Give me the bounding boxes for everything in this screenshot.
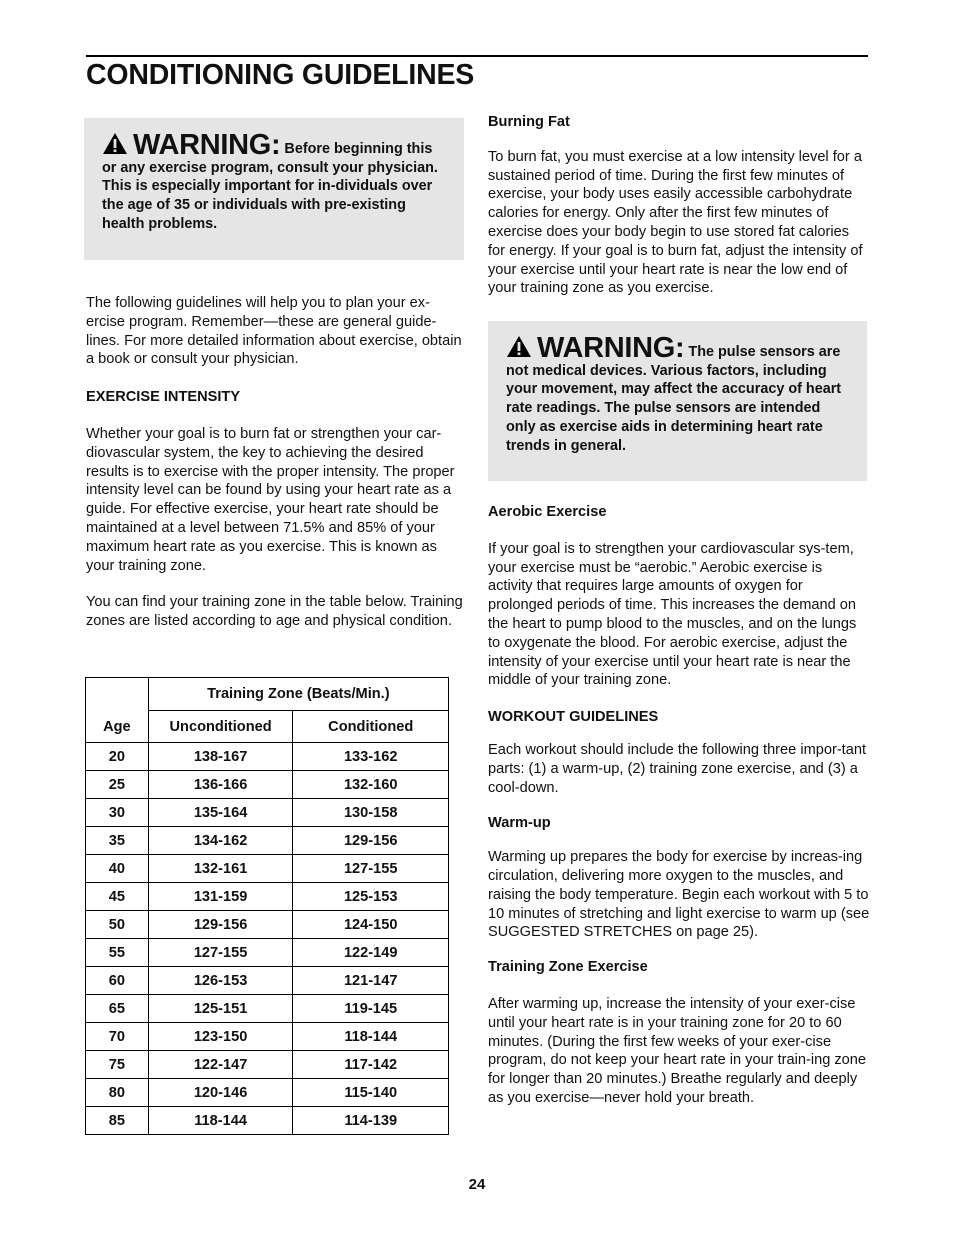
- age-cell: 60: [86, 967, 149, 995]
- unconditioned-cell: 118-144: [148, 1107, 293, 1135]
- age-cell: 75: [86, 1051, 149, 1079]
- age-cell: 40: [86, 855, 149, 883]
- conditioned-cell: 124-150: [293, 911, 449, 939]
- warning-triangle-icon: [506, 335, 532, 358]
- unconditioned-cell: 129-156: [148, 911, 293, 939]
- conditioned-cell: 119-145: [293, 995, 449, 1023]
- page-number: 24: [468, 1176, 486, 1193]
- age-cell: 35: [86, 827, 149, 855]
- intensity-paragraph-1: Whether your goal is to burn fat or strengthen your car-diovascular system, the key to achieving the desired results is to exercise with the proper intensity. The proper intensity level can be found by using your heart rate as a guide. For effective exercise, your heart rate should be maintained at a level between 71.5% and 85% of your maximum heart rate as you exercise. This is known as your training zone.: [86, 425, 455, 574]
- unconditioned-cell: 135-164: [148, 799, 293, 827]
- table-row: [86, 827, 449, 855]
- conditioned-cell: 118-144: [293, 1023, 449, 1051]
- age-cell: 45: [86, 883, 149, 911]
- workout-guidelines-heading: WORKOUT GUIDELINES: [488, 709, 659, 726]
- unconditioned-cell: 131-159: [148, 883, 293, 911]
- unconditioned-cell: 122-147: [148, 1051, 293, 1079]
- aerobic-exercise-heading: Aerobic Exercise: [488, 504, 607, 520]
- unconditioned-cell: 127-155: [148, 939, 293, 967]
- warning-label: WARNING:: [537, 332, 685, 364]
- unconditioned-cell: 134-162: [148, 827, 293, 855]
- unconditioned-cell: 138-167: [148, 743, 293, 771]
- table-row: [86, 743, 449, 771]
- table-row: [86, 939, 449, 967]
- conditioned-cell: 125-153: [293, 883, 449, 911]
- warning-box-pulse-sensors: [488, 321, 867, 481]
- table-row: [86, 771, 449, 799]
- table-row: [86, 799, 449, 827]
- conditioned-cell: 117-142: [293, 1051, 449, 1079]
- header-rule: [86, 55, 868, 57]
- age-cell: 30: [86, 799, 149, 827]
- training-zone-exercise-heading: Training Zone Exercise: [488, 959, 648, 976]
- unconditioned-cell: 123-150: [148, 1023, 293, 1051]
- warm-up-paragraph: Warming up prepares the body for exercise by increas-ing circulation, delivering more oxygen to the muscles, and raising the body temperature. Begin each workout with 5 to 10 minutes of stretching and light exercise to warm up (see SUGGESTED STRETCHES on page 25).: [488, 849, 870, 941]
- table-row: [86, 995, 449, 1023]
- training-zone-header: Training Zone (Beats/Min.): [148, 678, 448, 711]
- age-header: Age: [86, 678, 149, 743]
- table-row: [86, 1023, 449, 1051]
- page-title: CONDITIONING GUIDELINES: [86, 59, 475, 91]
- unconditioned-cell: 136-166: [148, 771, 293, 799]
- age-cell: 55: [86, 939, 149, 967]
- conditioned-cell: 122-149: [293, 939, 449, 967]
- table-row: [86, 1079, 449, 1107]
- warning-label: WARNING:: [133, 129, 281, 161]
- table-row: [86, 911, 449, 939]
- conditioned-cell: 132-160: [293, 771, 449, 799]
- training-zone-exercise-paragraph: After warming up, increase the intensity of your exer-cise until your heart rate is in your training zone for 20 to 60 minutes. (During the first few weeks of your exer-cise program, do not keep your heart rate in your train-ing zone for longer than 20 minutes.) Breathe regularly and deeply as you exercise—never hold your breath.: [488, 995, 867, 1106]
- right-column-bottom: [488, 503, 870, 1108]
- burning-fat-heading: Burning Fat: [488, 114, 570, 130]
- age-cell: 20: [86, 743, 149, 771]
- warning-triangle-icon: [102, 132, 128, 155]
- warning-box-health: [84, 118, 464, 260]
- age-cell: 50: [86, 911, 149, 939]
- unconditioned-cell: 120-146: [148, 1079, 293, 1107]
- conditioned-cell: 130-158: [293, 799, 449, 827]
- age-cell: 25: [86, 771, 149, 799]
- age-cell: 85: [86, 1107, 149, 1135]
- table-row: [86, 883, 449, 911]
- conditioned-cell: 114-139: [293, 1107, 449, 1135]
- table-row: [86, 1107, 449, 1135]
- conditioned-header: Conditioned: [293, 711, 449, 743]
- intensity-paragraph-2: You can find your training zone in the table below. Training zones are listed according to age and physical condition.: [86, 594, 463, 630]
- age-cell: 70: [86, 1023, 149, 1051]
- conditioned-cell: 127-155: [293, 855, 449, 883]
- conditioned-cell: 133-162: [293, 743, 449, 771]
- workout-guidelines-paragraph: Each workout should include the following three impor-tant parts: (1) a warm-up, (2) training zone exercise, and (3) a cool-down.: [488, 741, 867, 796]
- conditioned-cell: 129-156: [293, 827, 449, 855]
- exercise-intensity-heading: EXERCISE INTENSITY: [86, 389, 241, 406]
- burning-fat-paragraph: To burn fat, you must exercise at a low intensity level for a sustained period of time. During the first few minutes of exercise, your body uses easily accessible carbohydrate calories for energy. Only after the first few minutes of exercise does your body begin to use stored fat calories for energy. If your goal is to burn fat, adjust the intensity of your exercise until your heart rate is near the low end of your training zone as you exercise.: [488, 148, 863, 297]
- unconditioned-header: Unconditioned: [148, 711, 293, 743]
- unconditioned-cell: 125-151: [148, 995, 293, 1023]
- warning-text: The pulse sensors are not medical devices. Various factors, including your movement, may affect the accuracy of heart rate readings. The pulse sensors are intended only as exercise aids in determining heart rate trends in general.: [506, 344, 842, 454]
- unconditioned-cell: 132-161: [148, 855, 293, 883]
- aerobic-exercise-paragraph: If your goal is to strengthen your cardiovascular sys-tem, your exercise must be “aerobic.” Aerobic exercise is activity that requires large amounts of oxygen for prolonged periods of time. This increases the demand on the heart to pump blood to the muscles, and on the lungs to oxygenate the blood. For aerobic exercise, adjust the intensity of your exercise until your heart rate is near the middle of your training zone.: [488, 540, 857, 689]
- unconditioned-cell: 126-153: [148, 967, 293, 995]
- warning-text: Before beginning this or any exercise program, consult your physician. This is especially important for in-dividuals over the age of 35 or individuals with pre-existing health problems.: [102, 141, 438, 232]
- table-row: [86, 1051, 449, 1079]
- right-column-top: [488, 113, 870, 298]
- conditioned-cell: 115-140: [293, 1079, 449, 1107]
- table-row: [86, 967, 449, 995]
- age-cell: 65: [86, 995, 149, 1023]
- age-cell: 80: [86, 1079, 149, 1107]
- conditioned-cell: 121-147: [293, 967, 449, 995]
- training-zone-table: [85, 677, 449, 1135]
- table-row: [86, 855, 449, 883]
- table-header-row: [86, 678, 449, 711]
- left-column: [86, 294, 464, 631]
- warm-up-heading: Warm-up: [488, 815, 551, 832]
- intro-paragraph: The following guidelines will help you to plan your ex-ercise program. Remember—these are general guide-lines. For more detailed information about exercise, obtain a book or consult your physician.: [86, 295, 462, 368]
